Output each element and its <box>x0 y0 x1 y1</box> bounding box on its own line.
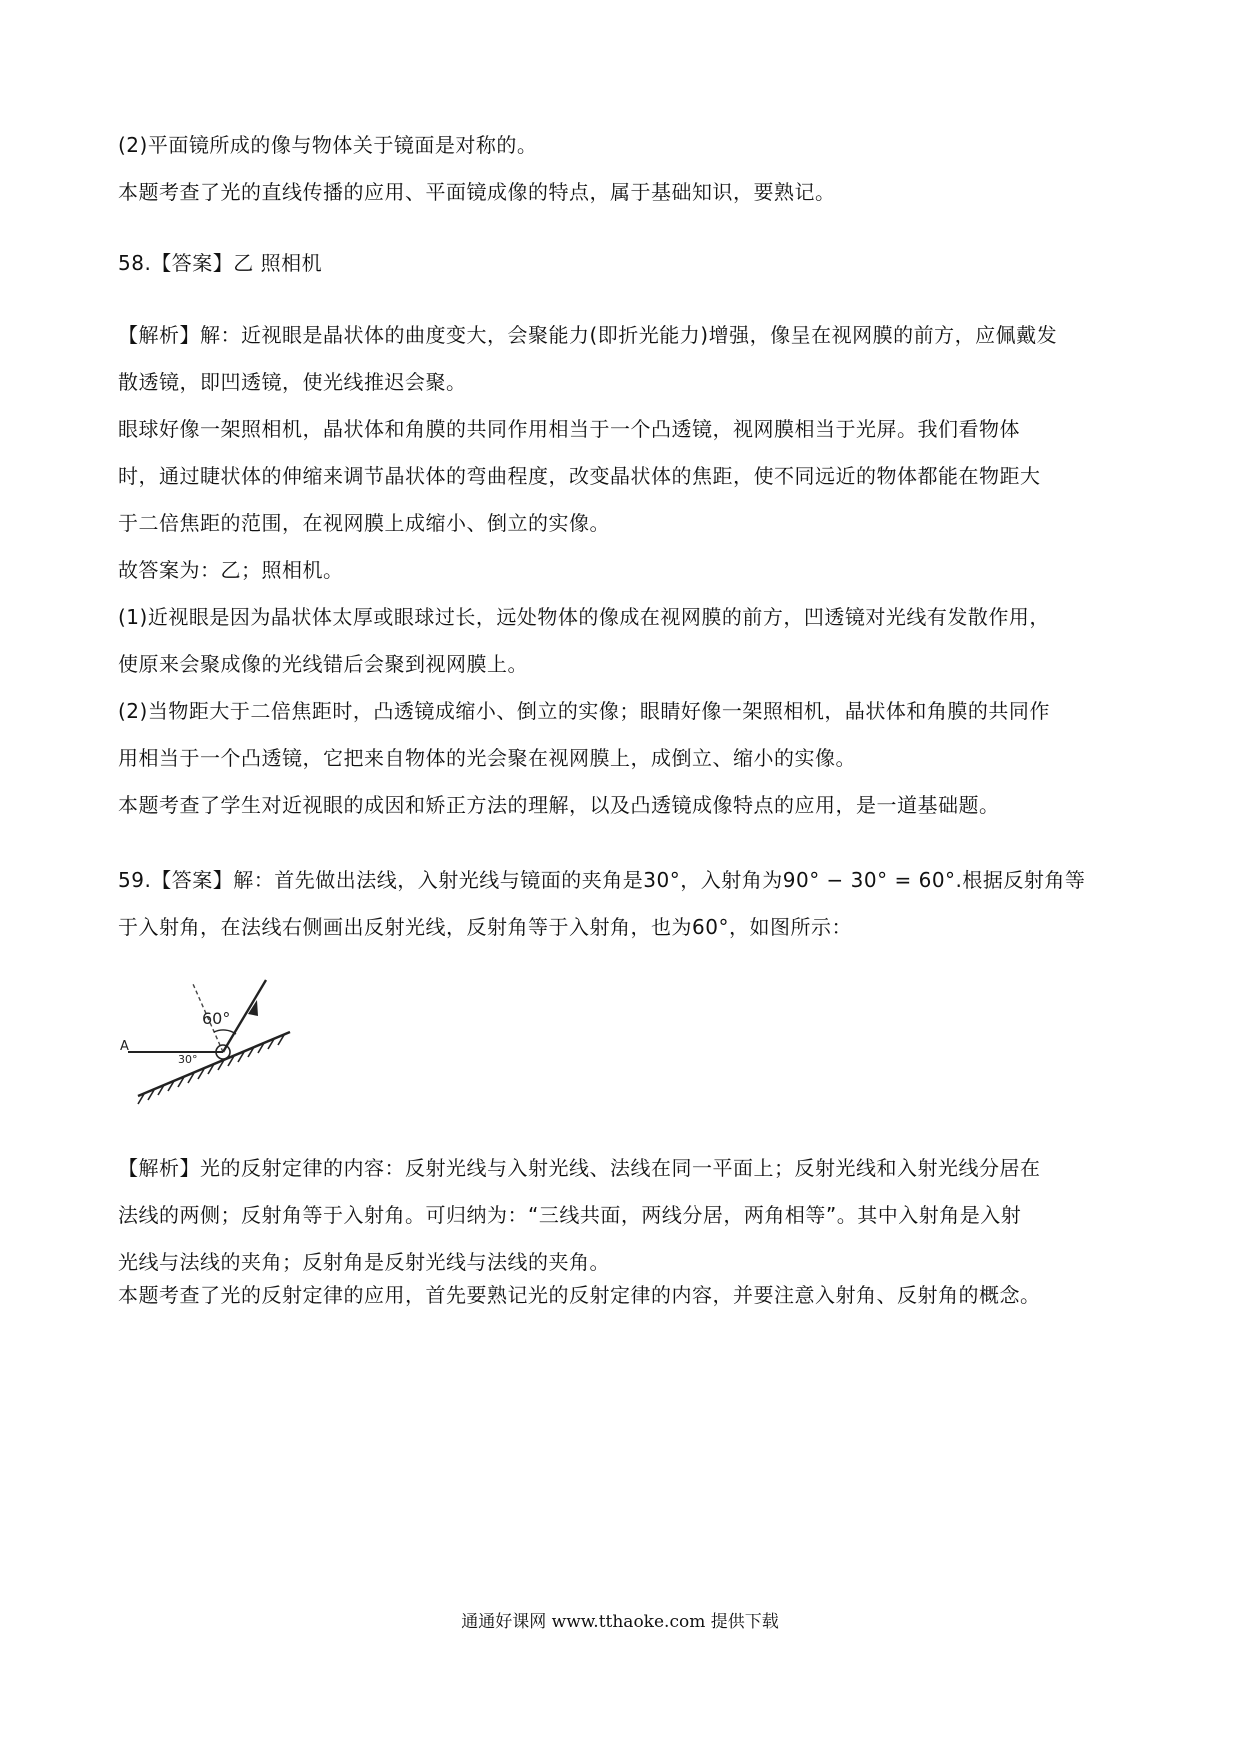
reflection-diagram <box>118 972 303 1107</box>
text-line: 眼球好像一架照相机，晶状体和角膜的共同作用相当于一个凸透镜，视网膜相当于光屏。我们看物体 <box>118 417 1020 441</box>
text-line: 本题考查了学生对近视眼的成因和矫正方法的理解，以及凸透镜成像特点的应用，是一道基础题。 <box>118 793 1000 817</box>
text-line: (2)当物距大于二倍焦距时，凸透镜成缩小、倒立的实像；眼睛好像一架照相机，晶状体和角膜的共同作 <box>118 699 1050 723</box>
text-line: 用相当于一个凸透镜，它把来自物体的光会聚在视网膜上，成倒立、缩小的实像。 <box>118 746 856 770</box>
text-line: 于二倍焦距的范围，在视网膜上成缩小、倒立的实像。 <box>118 511 610 535</box>
page-footer: 通通好课网 www.tthaoke.com 提供下载 <box>461 1612 779 1632</box>
point-label: A <box>120 1039 129 1054</box>
text-line: 时，通过睫状体的伸缩来调节晶状体的弯曲程度，改变晶状体的焦距，使不同远近的物体都能在物距大 <box>118 464 1041 488</box>
text-line: (2)平面镜所成的像与物体关于镜面是对称的。 <box>118 133 538 157</box>
incident-angle-label: 30° <box>178 1053 198 1066</box>
text-line: 于入射角，在法线右侧画出反射光线，反射角等于入射角，也为60°，如图所示： <box>118 915 852 939</box>
angle-label: 60° <box>202 1009 231 1028</box>
text-line: 光线与法线的夹角；反射角是反射光线与法线的夹角。 <box>118 1250 610 1274</box>
reflection-angle-arc <box>214 1030 236 1034</box>
mirror-hatching <box>138 1035 284 1104</box>
analysis-text-line: 【解析】光的反射定律的内容：反射光线与入射光线、法线在同一平面上；反射光线和入射光线分居在 <box>118 1156 1041 1180</box>
text-line: 故答案为：乙；照相机。 <box>118 558 344 582</box>
answer-heading-59: 59.【答案】解：首先做出法线，入射光线与镜面的夹角是30°，入射角为90° − 30° = 60°.根据反射角等 <box>118 868 1086 892</box>
text-line: 使原来会聚成像的光线错后会聚到视网膜上。 <box>118 652 528 676</box>
text-line: 【解析】解：近视眼是晶状体的曲度变大，会聚能力(即折光能力)增强，像呈在视网膜的前方，应佩戴发 <box>118 323 1058 347</box>
text-line: 散透镜，即凹透镜，使光线推迟会聚。 <box>118 370 467 394</box>
answer-heading-58: 58.【答案】乙 照相机 <box>118 251 323 275</box>
text-line: (1)近视眼是因为晶状体太厚或眼球过长，远处物体的像成在视网膜的前方，凹透镜对光线有发散作用， <box>118 605 1050 629</box>
text-line: 法线的两侧；反射角等于入射角。可归纳为：“三线共面，两线分居，两角相等”。其中入射角是入射 <box>118 1203 1022 1227</box>
text-line: 本题考查了光的直线传播的应用、平面镜成像的特点，属于基础知识，要熟记。 <box>118 180 836 204</box>
text-line: 本题考查了光的反射定律的应用，首先要熟记光的反射定律的内容，并要注意入射角、反射角的概念。 <box>118 1283 1041 1307</box>
